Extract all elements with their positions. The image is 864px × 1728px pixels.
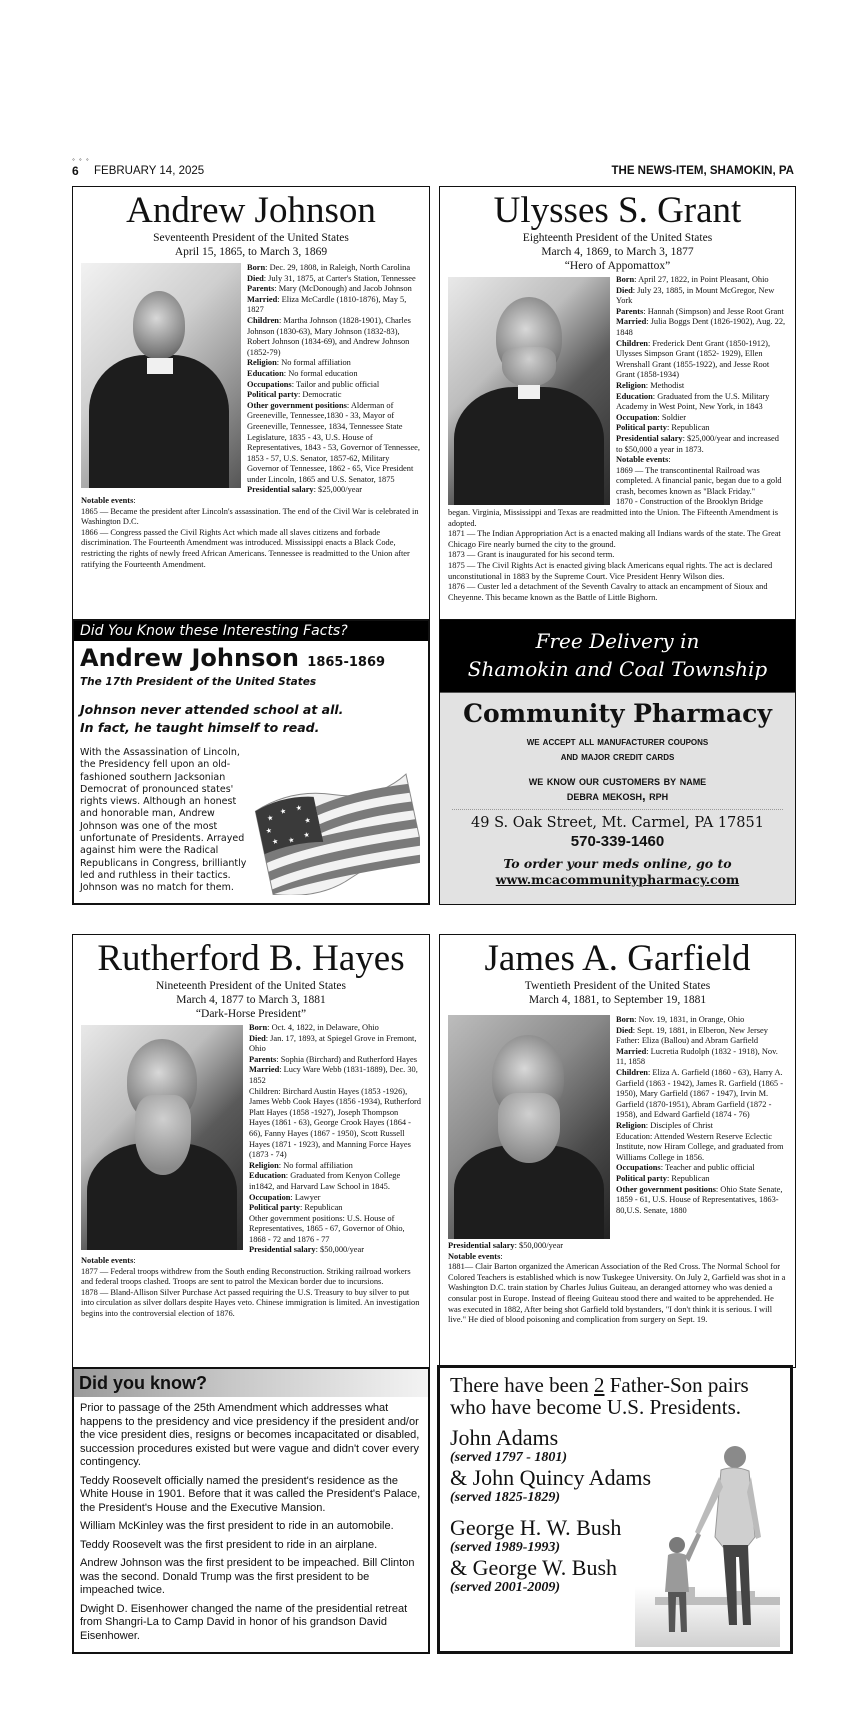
- bio-line: Died: Sept. 19, 1881, in Elberon, New Jersey: [616, 1025, 768, 1035]
- president-ordinal: Eighteenth President of the United States: [522, 232, 713, 244]
- facts-header: Did You Know these Interesting Facts?: [74, 621, 428, 641]
- bio-line: Presidential salary: $25,000/year: [247, 485, 362, 495]
- bio-line: Father: Eliza (Ballou) and Abram Garfield: [616, 1036, 759, 1046]
- bio-line: Notable events:: [448, 1251, 503, 1261]
- fact-item: William McKinley was the first president to ride in an automobile.: [80, 1520, 394, 1532]
- bio-line: Political party: Republican: [616, 1173, 710, 1183]
- bio-line: Religion: No formal affiliation: [249, 1160, 353, 1170]
- bio: [81, 263, 421, 570]
- portrait-photo: [81, 263, 241, 488]
- bio-line: Occupation: Lawyer: [249, 1192, 321, 1202]
- portrait-photo: [448, 1015, 610, 1239]
- bio-line: Political party: Republican: [616, 423, 710, 433]
- svg-text:★: ★: [279, 806, 288, 817]
- bio-line: Religion: Methodist: [616, 380, 685, 390]
- bio-line: Occupations: Teacher and public official: [616, 1163, 755, 1173]
- fact-item: Teddy Roosevelt officially named the president's residence as the White House in 1901. Before that it was called the President's Palace, the President's House and the Executive Mansion.: [80, 1474, 421, 1514]
- bio-line: Occupation: Soldier: [616, 412, 687, 422]
- served-years: (served 1989-1993): [450, 1540, 561, 1555]
- president-name: Rutherford B. Hayes: [97, 938, 405, 979]
- facts-body: With the Assassination of Lincoln, the Presidency fell upon an old-fashioned southern Jacksonian Democrat of pronounced states' rights views. Although an honest and honorable man, Andrew Johnson was one of the most unfortunate of Presidents. Arrayed against him were the Radical Republicans in Congress, brilliantly led and ruthless in their tactics. Johnson was no match for them.: [80, 747, 247, 894]
- bio-line: Married: Julia Boggs Dent (1826-1902), Aug. 22, 1848: [616, 317, 786, 337]
- event: 1875 — The Civil Rights Act is enacted giving black Americans equal rights. The act is declared unconstitutional in 1883 by the Supreme Court. Vice President Henry Wilson dies.: [448, 561, 773, 581]
- event: 1876 — Custer led a detachment of the Seventh Cavalry to attack an encampment of Sioux and Cheyenne. This became known as the Battle of Little Bighorn.: [448, 582, 768, 602]
- event: 1869 — The transcontinental Railroad was completed. A financial panic, began due to a gold crash, becomes known as "Black Friday.": [616, 465, 782, 496]
- page-dots: ° ° °: [72, 158, 90, 165]
- ad-line: and major credit cards: [560, 751, 675, 763]
- president-term: March 4, 1881, to September 19, 1881: [528, 994, 707, 1006]
- newspaper-name: THE NEWS-ITEM, SHAMOKIN, PA: [611, 165, 794, 177]
- event: 1881— Clair Barton organized the American Association of the Red Cross. The Normal School for Colored Teachers is established which is now Tuskegee University. On July 2, Garfield was shot in a Washington D.C. train station by Charles Julius Guiteau, an deranged attorney who was denied a consular post in Europe. Instead of fleeing Guiteau stood there and waited to be apprehended. He was executed in 1882, After being shot Garfield told bystanders, "I don't think it is serious. I will live." He died of blood poisoning and complication from surgery on Sept. 19.: [448, 1262, 786, 1325]
- father-and-son-illustration-icon: [635, 1437, 780, 1647]
- fact-item: Prior to passage of the 25th Amendment which addresses what happens to the presidency and vice presidency if the president and/or the vice president dies, resigns or becomes incapacitated or disabled, succession procedures existed but were vague and didn't cover every contingency.: [80, 1402, 420, 1468]
- bio-line: Presidential salary: $25,000/year and increased to $50,000 a year in 1873.: [616, 433, 779, 454]
- svg-text:★: ★: [271, 837, 280, 847]
- president-name: & George W. Bush: [450, 1555, 618, 1580]
- president-ordinal: Seventeenth President of the United States: [153, 232, 349, 244]
- bio-line: Political party: Republican: [249, 1203, 343, 1213]
- bio-line: Children: Birchard Austin Hayes (1853 -1926), James Webb Cook Hayes (1856 -1934), Rutherford Platt Hayes (1858 -1927), Joseph Thompson Hayes (1861 - 63), George Crook Hayes (1864 - 66), Fanny Hayes (1867 - 1950), Scott Russell Hayes (1871 - 1923), and Manning Force Hayes (1873 - 74): [249, 1086, 421, 1160]
- president-nickname: “Hero of Appomattox”: [564, 260, 671, 272]
- event: 1870 - Construction of the Brooklyn Bridge began. Virginia, Mississippi and Texas are readmitted into the Union. The Fifteenth Amendment is adopted.: [448, 497, 778, 528]
- president-term: March 4, 1877 to March 3, 1881: [176, 994, 326, 1006]
- bio-line: Occupations: Tailor and public official: [247, 379, 380, 389]
- american-flag-icon: [250, 755, 420, 895]
- grant-article: [439, 186, 796, 620]
- bio-line: Died: Jan. 17, 1893, at Spiegel Grove in Fremont, Ohio: [249, 1033, 417, 1054]
- event: 1877 — Federal troops withdrew from the South ending Reconstruction. Striking railroad workers and federal troops clashed. Troops are sent to patrol the Mexican border due to incursions.: [81, 1266, 411, 1287]
- bio-line: Children: Martha Johnson (1828-1901), Charles Johnson (1830-63), Mary Johnson (1832-83), Robert Johnson (1834-69), and Andrew Johnson (1852-79): [247, 315, 411, 357]
- johnson-article: [72, 186, 430, 620]
- pharmacy-ad: [439, 619, 796, 905]
- bio-line: Presidential salary: $50,000/year: [448, 1241, 563, 1250]
- garfield-article: [439, 934, 796, 1368]
- bio-line: Died: July 31, 1875, at Carter's Station, Tennessee: [247, 273, 416, 283]
- did-you-know-header: Did you know?: [74, 1369, 428, 1397]
- bio-line: Parents: Mary (McDonough) and Jacob Johnson: [247, 284, 412, 294]
- president-ordinal: Nineteenth President of the United States: [155, 980, 347, 992]
- event: 1871 — The Indian Appropriation Act is a enacted making all Indians wards of the state. The Great Chicago Fire nearly burned the city to the ground.: [448, 529, 781, 549]
- facts-quote: Johnson never attended school at all. In fact, he taught himself to read.: [80, 702, 344, 735]
- event: 1878 — Bland-Allison Silver Purchase Act passed requiring the U.S. Treasury to buy silver to put into circulation as silver dollars despite Hayes veto. Chinese immigration is limited. An investigation begins into the controversial election of 1876.: [81, 1287, 420, 1319]
- bio-line: Education: No formal education: [247, 368, 358, 378]
- president-term: March 4, 1869, to March 3, 1877: [541, 246, 694, 258]
- president-name: Andrew Johnson: [126, 190, 376, 231]
- svg-text:★: ★: [287, 835, 296, 845]
- father-son-box: [437, 1365, 793, 1654]
- svg-text:★: ★: [294, 803, 303, 813]
- masthead: [72, 158, 794, 182]
- bio-line: Other government positions: Ohio State Senate, 1859 - 61, U.S. House of Representatives, 1863-80,U.S. Senate, 1880: [616, 1184, 783, 1215]
- bio-line: Other government positions: U.S. House of Representatives, 1865 - 67, Governor of Ohio, 1868 - 72 and 1876 - 77: [249, 1213, 405, 1244]
- issue-date: FEBRUARY 14, 2025: [94, 165, 205, 177]
- bio-line: Parents: Sophia (Birchard) and Rutherford Hayes: [249, 1054, 418, 1064]
- event: 1866 — Congress passed the Civil Rights Act which made all slaves citizens and forbade discrimination. The Fourteenth Amendment was introduced. Mississippi enacts a Black Code, restricting the rights of newly freed African Americans. Tennessee is readmitted to the Union after ratifying the Fourteenth Amendment.: [81, 527, 410, 569]
- bio-line: Born: Nov. 19, 1831, in Orange, Ohio: [616, 1015, 745, 1024]
- bio-line: Married: Lucy Ware Webb (1831-1889), Dec. 30, 1852: [249, 1065, 418, 1085]
- ad-line: we know our customers by name: [528, 773, 707, 788]
- order-online-text: To order your meds online, go to: [503, 856, 732, 871]
- bio: [81, 1023, 421, 1320]
- bio-line: Education: Graduated from the U.S. Military Academy in West Point, New York, in 1843: [616, 391, 770, 412]
- bio-line: Other government positions: Alderman of Greeneville, Tennessee,1830 - 33, Mayor of Greeneville, Tennessee, 1834, Tennessee State Legislature, 1835 - 43, U.S. House of Representatives, 1843 - 53, Governor of Tennessee, 1853 - 57, U.S. Senator, 1857-62, Military Governor of Tennessee, 1862 - 65, Vice President under Lincoln, 1865 and U.S. Senator, 1875: [247, 400, 420, 484]
- portrait-photo: [81, 1025, 243, 1250]
- bio-line: Presidential salary: $50,000/year: [249, 1245, 364, 1255]
- fact-item: Dwight D. Eisenhower changed the name of the presidential retreat from Shangri-La to Camp David in honor of his grandson David Eisenhower.: [80, 1602, 408, 1642]
- bio-line: Religion: No formal affiliation: [247, 358, 351, 368]
- father-son-headline: There have been 2 Father-Son pairs who have become U.S. Presidents.: [450, 1373, 749, 1419]
- bio-line: Born: Dec. 29, 1808, in Raleigh, North Carolina: [247, 263, 411, 272]
- president-nickname: “Dark-Horse President”: [195, 1008, 307, 1020]
- svg-text:★: ★: [265, 826, 273, 836]
- bio-line: Children: Frederick Dent Grant (1850-1912), Ulysses Simpson Grant (1852- 1929), Ellen Wrenshall Grant (1855-1922), and Jesse Root Grant (1858-1934): [616, 338, 771, 380]
- bio-line: Political party: Democratic: [247, 390, 342, 400]
- fact-item: Andrew Johnson was the first president to be impeached. Bill Clinton was the second. Donald Trump was the first president to be impeached twice.: [80, 1557, 415, 1596]
- president-name: John Adams: [450, 1425, 559, 1450]
- served-years: (served 1797 - 1801): [450, 1450, 568, 1465]
- fact-item: Teddy Roosevelt was the first president to ride in an airplane.: [80, 1538, 378, 1551]
- served-years: (served 2001-2009): [450, 1580, 561, 1595]
- facts-years: 1865-1869: [307, 655, 386, 670]
- pharmacy-name: Community Pharmacy: [463, 699, 772, 728]
- president-ordinal: Twentieth President of the United States: [524, 980, 711, 992]
- hayes-article: [72, 934, 430, 1368]
- pharmacy-url-link[interactable]: www.mcacommunitypharmacy.com: [495, 872, 740, 887]
- bio-line: Religion: Disciples of Christ: [616, 1120, 714, 1130]
- ad-line: we accept all manufacturer coupons: [526, 736, 709, 748]
- facts-name: Andrew Johnson 1865-1869: [80, 644, 386, 672]
- bio-line: Died: July 23, 1885, in Mount McGregor, New York: [616, 285, 775, 306]
- bio-line: Notable events:: [616, 455, 671, 465]
- ad-banner: Free Delivery in Shamokin and Coal Township: [440, 620, 795, 692]
- svg-text:★: ★: [266, 813, 275, 823]
- bio-line: Born: Oct. 4, 1822, in Delaware, Ohio: [249, 1023, 379, 1032]
- bio: [448, 275, 787, 603]
- bio-line: Notable events:: [81, 1256, 136, 1266]
- bio-line: Education: Attended Western Reserve Eclectic Institute, now Hiram College, and graduated from Williams College in 1856.: [616, 1131, 784, 1162]
- served-years: (served 1825-1829): [450, 1490, 561, 1505]
- bio-line: Married: Lucretia Rudolph (1832 - 1918), Nov. 11, 1858: [616, 1046, 778, 1067]
- pharmacy-address: 49 S. Oak Street, Mt. Carmel, PA 17851: [471, 815, 764, 831]
- dotted-divider: [452, 809, 783, 810]
- bio: [448, 1015, 787, 1326]
- ad-body: [440, 692, 795, 904]
- did-you-know-box: [72, 1367, 430, 1654]
- pharmacist-name: debra mekosh, rph: [566, 788, 669, 803]
- johnson-facts-box: [72, 619, 430, 905]
- portrait-photo: [448, 277, 610, 505]
- bio-line: Children: Eliza A. Garfield (1860 - 63), Harry A. Garfield (1863 - 1942), James R. Garfield (1865 - 1950), Mary Garfield (1867 - 1947), Irvin M. Garfield (1870-1951), Abram Garfield (1872 - 1958), and Edward Garfield (1874 - 76): [616, 1067, 783, 1120]
- bio-line: Education: Graduated from Kenyon College in1842, and Harvard Law School in 1845.: [249, 1171, 401, 1191]
- svg-text:★: ★: [302, 830, 311, 840]
- bio-line: Parents: Hannah (Simpson) and Jesse Root Grant: [616, 306, 784, 316]
- facts-title: The 17th President of the United States: [80, 676, 317, 688]
- event: 1873 — Grant is inaugurated for his second term.: [448, 550, 615, 560]
- page-number: 6: [72, 164, 79, 178]
- president-term: April 15, 1865, to March 3, 1869: [174, 246, 328, 258]
- president-name: James A. Garfield: [484, 938, 751, 979]
- bio-line: Born: April 27, 1822, in Point Pleasant, Ohio: [616, 275, 769, 284]
- bio-line: Notable events:: [81, 496, 136, 506]
- svg-text:★: ★: [303, 816, 312, 826]
- bio-line: Married: Eliza McCardle (1810-1876), May 5, 1827: [247, 294, 407, 315]
- pharmacy-phone: 570-339-1460: [570, 833, 665, 850]
- president-name: Ulysses S. Grant: [493, 190, 742, 231]
- event: 1865 — Became the president after Lincoln's assassination. The end of the Civil War is celebrated in Washington D.C.: [81, 506, 419, 527]
- president-name: George H. W. Bush: [450, 1515, 622, 1540]
- president-name: & John Quincy Adams: [450, 1465, 652, 1490]
